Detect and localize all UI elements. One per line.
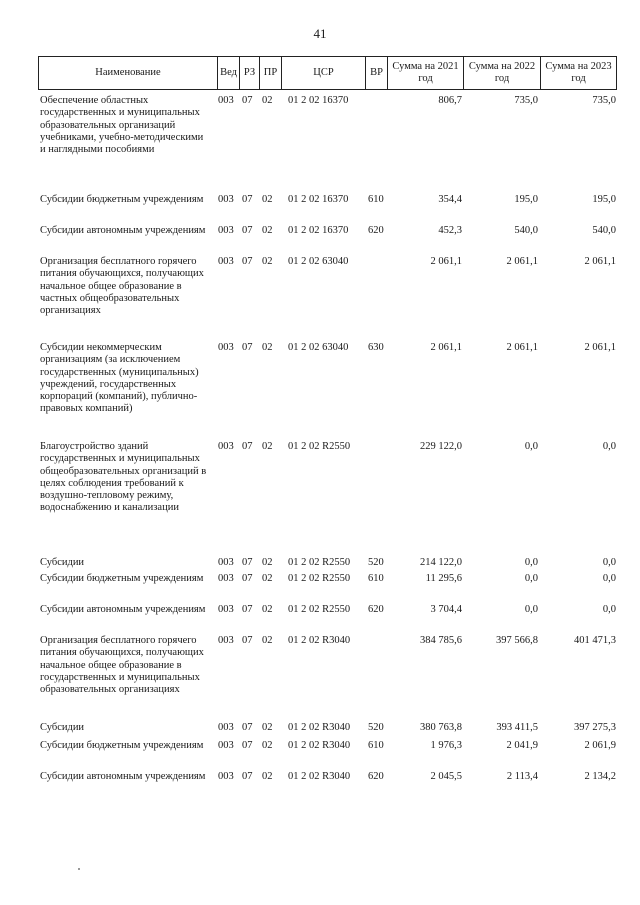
row-sum-2022: 2 041,9: [506, 740, 538, 751]
header-rz: РЗ: [239, 57, 259, 89]
row-ved: 003: [218, 441, 234, 452]
header-sum-2023: Сумма на 2023 год: [540, 57, 616, 89]
row-pr: 02: [262, 194, 273, 205]
row-rz: 07: [242, 604, 253, 615]
row-sum-2022: 393 411,5: [496, 722, 538, 733]
row-sum-2023: 2 061,9: [584, 740, 616, 751]
row-rz: 07: [242, 95, 253, 106]
row-sum-2023: 0,0: [602, 441, 616, 452]
row-sum-2022: 2 061,1: [506, 342, 538, 353]
scan-speck: [78, 868, 80, 870]
row-csr: 01 2 02 R3040: [288, 740, 351, 751]
row-sum-2023: 2 134,2: [584, 771, 616, 782]
row-csr: 01 2 02 R3040: [288, 722, 351, 733]
row-sum-2023: 397 275,3: [574, 722, 616, 733]
page-number: 41: [313, 26, 327, 41]
row-sum-2021: 354,4: [438, 194, 462, 205]
row-sum-2022: 0,0: [524, 604, 538, 615]
row-sum-2022: 0,0: [524, 441, 538, 452]
row-vr: 610: [368, 194, 384, 205]
row-rz: 07: [242, 225, 253, 236]
row-sum-2022: 735,0: [514, 95, 538, 106]
row-ved: 003: [218, 635, 234, 646]
row-ved: 003: [218, 225, 234, 236]
row-ved: 003: [218, 194, 234, 205]
row-name: Субсидии автономным учреждениям: [40, 604, 206, 615]
row-pr: 02: [262, 635, 273, 646]
row-pr: 02: [262, 604, 273, 615]
row-sum-2023: 401 471,3: [574, 635, 616, 646]
row-rz: 07: [242, 771, 253, 782]
row-ved: 003: [218, 771, 234, 782]
row-sum-2021: 806,7: [438, 95, 462, 106]
row-name: Организация бесплатного горячего питания обучающихся, получающих начальное общее образование в государственных и муниципальных образовательных организациях: [40, 635, 204, 696]
row-name: Субсидии автономным учреждениям: [40, 225, 206, 236]
row-name: Субсидии: [40, 557, 85, 568]
row-ved: 003: [218, 722, 234, 733]
row-sum-2021: 384 785,6: [420, 635, 462, 646]
row-rz: 07: [242, 740, 253, 751]
row-pr: 02: [262, 771, 273, 782]
row-csr: 01 2 02 16370: [288, 225, 349, 236]
row-csr: 01 2 02 R3040: [288, 635, 351, 646]
row-sum-2021: 11 295,6: [425, 573, 462, 584]
header-name: Наименование: [95, 67, 161, 78]
header-vr: ВР: [365, 57, 387, 89]
row-name: Субсидии автономным учреждениям: [40, 771, 206, 782]
header-sum-2021: Сумма на 2021 год: [387, 57, 463, 89]
row-sum-2021: 2 045,5: [430, 771, 462, 782]
row-vr: 520: [368, 722, 384, 733]
row-sum-2021: 214 122,0: [420, 557, 462, 568]
row-name: Субсидии: [40, 722, 85, 733]
row-sum-2021: 2 061,1: [430, 256, 462, 267]
row-rz: 07: [242, 557, 253, 568]
row-rz: 07: [242, 256, 253, 267]
row-rz: 07: [242, 441, 253, 452]
row-sum-2021: 1 976,3: [430, 740, 462, 751]
row-pr: 02: [262, 256, 273, 267]
header-sum-2022: Сумма на 2022 год: [463, 57, 540, 89]
row-name: Организация бесплатного горячего питания обучающихся, получающих начальное общее образование в частных общеобразовательных организациях: [40, 256, 204, 317]
row-sum-2022: 0,0: [524, 557, 538, 568]
row-csr: 01 2 02 63040: [288, 342, 349, 353]
row-sum-2023: 0,0: [602, 557, 616, 568]
row-vr: 620: [368, 604, 384, 615]
row-pr: 02: [262, 722, 273, 733]
row-rz: 07: [242, 635, 253, 646]
row-csr: 01 2 02 R2550: [288, 573, 351, 584]
row-sum-2021: 452,3: [438, 225, 462, 236]
row-ved: 003: [218, 557, 234, 568]
row-sum-2022: 2 061,1: [506, 256, 538, 267]
row-sum-2022: 0,0: [524, 573, 538, 584]
row-vr: 610: [368, 740, 384, 751]
row-sum-2023: 2 061,1: [584, 256, 616, 267]
row-ved: 003: [218, 604, 234, 615]
row-sum-2022: 195,0: [514, 194, 538, 205]
row-sum-2022: 397 566,8: [496, 635, 538, 646]
header-ved: Вед: [217, 57, 239, 89]
row-sum-2023: 0,0: [602, 573, 616, 584]
row-vr: 610: [368, 573, 384, 584]
row-rz: 07: [242, 573, 253, 584]
row-name: Субсидии некоммерческим организациям (за исключением государственных (муниципальных) учреждений, государственных корпораций (компаний), публично-правовых компаний): [40, 342, 199, 415]
row-pr: 02: [262, 342, 273, 353]
row-vr: 620: [368, 225, 384, 236]
table-header: [38, 56, 617, 90]
row-sum-2023: 2 061,1: [584, 342, 616, 353]
row-name: Благоустройство зданий государственных и муниципальных общеобразовательных организаций в целях соблюдения требований к воздушно-тепловому режиму, водоснабжению и канализации: [40, 441, 207, 514]
row-sum-2021: 2 061,1: [430, 342, 462, 353]
row-sum-2023: 0,0: [602, 604, 616, 615]
row-csr: 01 2 02 R3040: [288, 771, 351, 782]
row-rz: 07: [242, 194, 253, 205]
row-vr: 630: [368, 342, 384, 353]
row-ved: 003: [218, 740, 234, 751]
row-vr: 520: [368, 557, 384, 568]
row-csr: 01 2 02 R2550: [288, 604, 351, 615]
row-pr: 02: [262, 95, 273, 106]
row-pr: 02: [262, 557, 273, 568]
row-sum-2021: 3 704,4: [430, 604, 462, 615]
row-sum-2021: 229 122,0: [420, 441, 462, 452]
row-pr: 02: [262, 573, 273, 584]
header-pr: ПР: [259, 57, 281, 89]
row-vr: 620: [368, 771, 384, 782]
row-sum-2023: 540,0: [592, 225, 616, 236]
header-csr: ЦСР: [281, 57, 365, 89]
row-pr: 02: [262, 225, 273, 236]
row-pr: 02: [262, 441, 273, 452]
row-ved: 003: [218, 256, 234, 267]
row-csr: 01 2 02 63040: [288, 256, 349, 267]
row-name: Субсидии бюджетным учреждениям: [40, 740, 204, 751]
row-sum-2023: 735,0: [592, 95, 616, 106]
row-pr: 02: [262, 740, 273, 751]
row-ved: 003: [218, 95, 234, 106]
row-sum-2021: 380 763,8: [420, 722, 462, 733]
row-csr: 01 2 02 R2550: [288, 557, 351, 568]
row-name: Субсидии бюджетным учреждениям: [40, 573, 204, 584]
row-sum-2022: 2 113,4: [506, 771, 538, 782]
row-rz: 07: [242, 342, 253, 353]
row-csr: 01 2 02 16370: [288, 194, 349, 205]
row-name: Обеспечение областных государственных и муниципальных образовательных организаций учебниками, учебно-методическими и наглядными пособиями: [40, 95, 204, 156]
row-csr: 01 2 02 R2550: [288, 441, 351, 452]
row-ved: 003: [218, 342, 234, 353]
row-ved: 003: [218, 573, 234, 584]
row-csr: 01 2 02 16370: [288, 95, 349, 106]
row-sum-2023: 195,0: [592, 194, 616, 205]
row-name: Субсидии бюджетным учреждениям: [40, 194, 204, 205]
row-sum-2022: 540,0: [514, 225, 538, 236]
row-rz: 07: [242, 722, 253, 733]
